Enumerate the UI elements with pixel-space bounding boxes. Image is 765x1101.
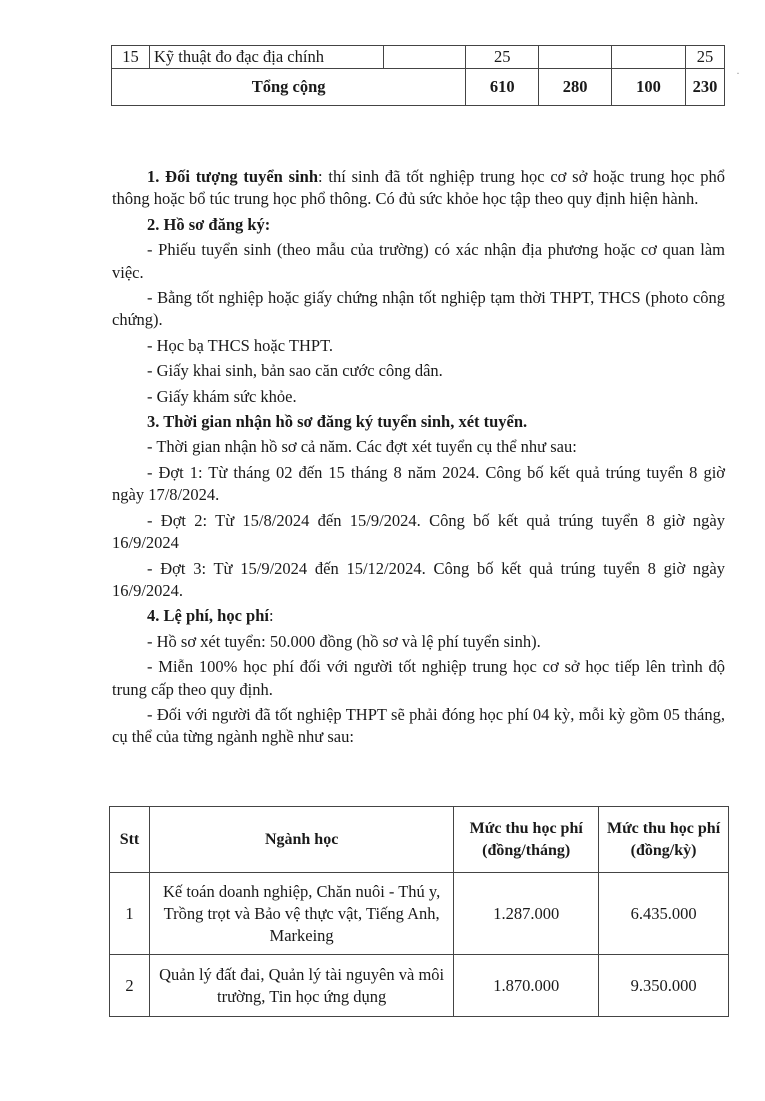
section-4-item: - Miễn 100% học phí đối với người tốt nghiệp trung học cơ sở học tiếp lên trình độ trung cấp theo quy định. <box>112 657 725 699</box>
document-body <box>112 166 725 752</box>
table-row <box>110 873 729 955</box>
fee-stt: 2 <box>110 955 150 1017</box>
section-4-item: - Hồ sơ xét tuyển: 50.000 đồng (hồ sơ và lệ phí tuyển sinh). <box>147 631 541 651</box>
section-3-item: - Đợt 3: Từ 15/9/2024 đến 15/12/2024. Công bố kết quả trúng tuyển 8 giờ ngày 16/9/2024. <box>112 558 725 600</box>
total-v3: 100 <box>612 69 686 106</box>
fee-term: 9.350.000 <box>599 955 729 1017</box>
row-major: Kỹ thuật đo đạc địa chính <box>149 46 384 69</box>
fee-header-row <box>110 807 729 873</box>
section-4-heading <box>112 605 725 627</box>
fee-major: Quản lý đất đai, Quản lý tài nguyên và môi trường, Tin học ứng dụng <box>149 955 453 1017</box>
table-row <box>110 955 729 1017</box>
row-stt: 15 <box>112 46 150 69</box>
section-3-item: - Thời gian nhận hồ sơ cả năm. Các đợt xét tuyển cụ thể như sau: <box>147 437 577 457</box>
fee-monthly: 1.870.000 <box>454 955 599 1017</box>
row-quota: 25 <box>466 46 539 69</box>
section-4-title: 4. Lệ phí, học phí <box>147 606 269 626</box>
tuition-fee-table <box>109 806 729 1017</box>
total-v4: 230 <box>685 69 724 106</box>
fee-monthly: 1.287.000 <box>454 873 599 955</box>
row-c5 <box>539 46 612 69</box>
fee-major: Kế toán doanh nghiệp, Chăn nuôi - Thú y, Trồng trọt và Bảo vệ thực vật, Tiếng Anh, Markeing <box>149 873 453 955</box>
scan-mark: · <box>736 66 740 80</box>
table-row <box>112 46 725 69</box>
header-stt: Stt <box>110 807 150 873</box>
section-4-item: - Đối với người đã tốt nghiệp THPT sẽ phải đóng học phí 04 kỳ, mỗi kỳ gồm 05 tháng, cụ thể của từng ngành nghề như sau: <box>112 704 725 747</box>
header-term: Mức thu học phí (đồng/kỳ) <box>599 807 729 873</box>
section-2-item: - Giấy khai sinh, bản sao căn cước công dân. <box>147 361 443 381</box>
enrollment-quota-table <box>111 45 725 106</box>
section-2-item: - Phiếu tuyển sinh (theo mẫu của trường) có xác nhận địa phương hoặc cơ quan làm việc. <box>112 240 725 282</box>
section-3-item: - Đợt 2: Từ 15/8/2024 đến 15/9/2024. Công bố kết quả trúng tuyển 8 giờ ngày 16/9/2024 <box>112 510 725 553</box>
total-row <box>112 69 725 106</box>
row-c6 <box>612 46 686 69</box>
section-2-title: 2. Hồ sơ đăng ký: <box>147 214 271 234</box>
section-1-text: : thí sinh đã tốt nghiệp trung học cơ sở hoặc trung học phổ thông hoặc bổ túc trung học phổ thông. Có đủ sức khỏe học tập theo quy định hiện hành. <box>112 167 725 209</box>
section-2-item: - Bằng tốt nghiệp hoặc giấy chứng nhận tốt nghiệp tạm thời THPT, THCS (photo công chứng). <box>112 288 725 330</box>
header-monthly: Mức thu học phí (đồng/tháng) <box>454 807 599 873</box>
section-3-item: - Đợt 1: Từ tháng 02 đến 15 tháng 8 năm 2024. Công bố kết quả trúng tuyển 8 giờ ngày 17/8/2024. <box>112 462 725 505</box>
section-2-item: - Giấy khám sức khỏe. <box>147 386 297 406</box>
total-label: Tổng cộng <box>112 69 466 106</box>
header-major: Ngành học <box>149 807 453 873</box>
total-v1: 610 <box>466 69 539 106</box>
section-1-title: 1. Đối tượng tuyển sinh <box>147 167 318 186</box>
fee-term: 6.435.000 <box>599 873 729 955</box>
section-3-title: 3. Thời gian nhận hồ sơ đăng ký tuyển sinh, xét tuyển. <box>147 412 528 432</box>
section-4-colon: : <box>268 606 274 626</box>
total-v2: 280 <box>539 69 612 106</box>
row-c3 <box>384 46 466 69</box>
section-2-item: - Học bạ THCS hoặc THPT. <box>147 335 334 355</box>
section-1 <box>112 166 725 211</box>
row-c7: 25 <box>685 46 724 69</box>
fee-stt: 1 <box>110 873 150 955</box>
